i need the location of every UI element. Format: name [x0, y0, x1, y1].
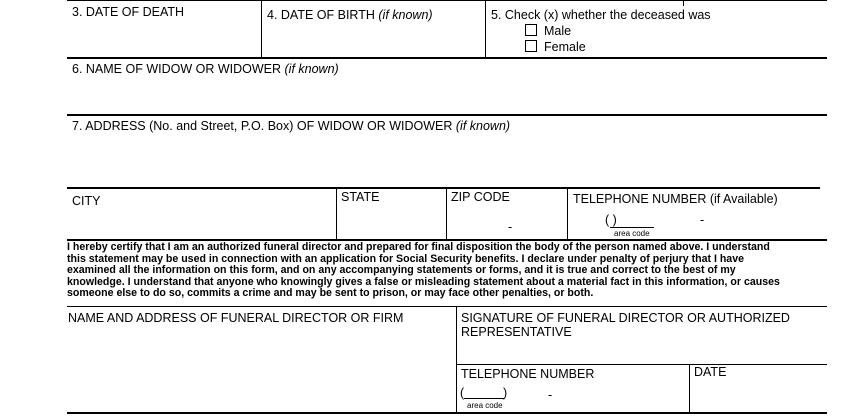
date-of-death-label: 3. DATE OF DEATH	[72, 5, 185, 19]
telephone-area-code-paren: ( )	[605, 213, 617, 227]
director-telephone-separator: -	[548, 388, 553, 402]
telephone-available-label: TELEPHONE NUMBER (if Available)	[573, 192, 778, 206]
date-of-birth-label	[267, 8, 433, 22]
date-of-birth-qualifier: (if known)	[378, 8, 433, 22]
director-telephone-field[interactable]	[458, 382, 686, 410]
widow-name-label-text: 6. NAME OF WIDOW OR WIDOWER	[72, 62, 282, 76]
female-option-label: Female	[544, 40, 586, 54]
female-checkbox[interactable]	[525, 40, 537, 52]
director-area-code-caption: area code	[467, 401, 503, 410]
row3-top-rule	[67, 114, 827, 116]
director-top-rule	[67, 306, 827, 307]
funeral-director-name-address-field[interactable]	[68, 327, 453, 411]
certification-line: this statement may be used in connection with an application for Social Security benefits. I declare under penalty of perjury that I have	[67, 252, 744, 265]
date-label: DATE	[694, 365, 727, 379]
male-option-label: Male	[544, 24, 572, 38]
signature-field[interactable]	[458, 340, 826, 362]
widow-address-qualifier: (if known)	[455, 119, 511, 133]
director-divider	[456, 306, 457, 412]
widow-address-label	[72, 119, 510, 133]
certification-statement	[67, 242, 827, 300]
director-telephone-paren-open: (	[460, 386, 465, 400]
widow-name-qualifier: (if known)	[284, 62, 339, 76]
male-checkbox[interactable]	[525, 24, 537, 36]
zip-code-label: ZIP CODE	[451, 190, 510, 204]
area-code-caption: area code	[614, 229, 650, 238]
row1-divider-c	[683, 0, 684, 6]
widow-name-field[interactable]	[68, 78, 824, 112]
state-label: STATE	[341, 190, 380, 204]
city-label: CITY	[72, 194, 101, 208]
director-telephone-paren-close: )	[503, 386, 508, 400]
widow-address-label-text: 7. ADDRESS (No. and Street, P.O. Box) OF WIDOW OR WIDOWER	[72, 119, 453, 133]
widow-address-field[interactable]	[68, 135, 824, 185]
date-of-death-field[interactable]	[68, 20, 258, 55]
date-of-birth-label-text: 4. DATE OF BIRTH	[267, 8, 375, 22]
row4-top-rule	[67, 187, 820, 189]
date-field[interactable]	[691, 381, 825, 410]
date-of-birth-field[interactable]	[263, 24, 483, 56]
certification-line: someone else to do so, commits a crime and may be sent to prison, or may face other penalties, or both.	[67, 287, 594, 300]
telephone-row-top-rule	[456, 364, 827, 365]
telephone-available-field[interactable]	[569, 208, 819, 238]
row1-top-rule	[67, 0, 827, 1]
director-telephone-label: TELEPHONE NUMBER	[461, 367, 595, 381]
zip-code-separator: -	[508, 220, 513, 234]
bottom-rule	[67, 412, 827, 414]
certification-line: knowledge. I understand that anyone who knowingly gives a false or misleading statement about a material fact in this information, or causes	[67, 275, 780, 288]
row4-divider-b	[446, 187, 447, 239]
state-field[interactable]	[338, 206, 444, 238]
funeral-director-name-address-label: NAME AND ADDRESS OF FUNERAL DIRECTOR OR FIRM	[68, 311, 404, 325]
signature-label-line1: SIGNATURE OF FUNERAL DIRECTOR OR AUTHORIZED	[461, 311, 790, 325]
city-field[interactable]	[68, 210, 333, 238]
zip-code-field[interactable]	[448, 206, 565, 238]
certification-line: examined all the information on this form, and on any accompanying statements or forms, and it is true and correct to the best of my	[67, 264, 736, 277]
widow-name-label	[72, 62, 339, 76]
sex-question-label: 5. Check (x) whether the deceased was	[491, 8, 711, 22]
signature-label-line2: REPRESENTATIVE	[461, 325, 572, 339]
telephone-separator: -	[700, 213, 705, 227]
row1-divider-a	[261, 0, 262, 57]
row1-divider-b	[485, 0, 486, 57]
row2-top-rule	[67, 57, 827, 59]
telephone-date-divider	[689, 364, 690, 412]
certification-line: I hereby certify that I am an authorized funeral director and prepared for final disposition the body of the person named above. I understand	[67, 241, 770, 253]
row4-divider-a	[336, 187, 337, 239]
row4-divider-c	[567, 187, 568, 239]
